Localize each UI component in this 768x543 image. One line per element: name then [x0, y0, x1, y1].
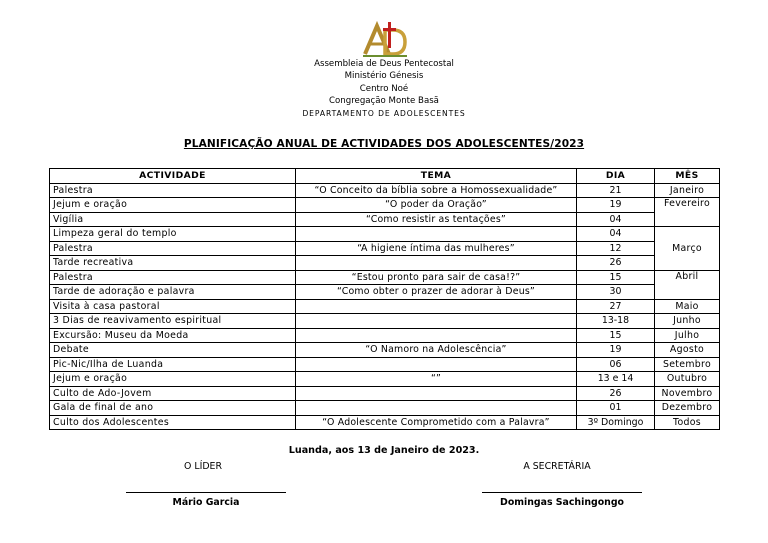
activity-cell: Tarde recreativa	[50, 256, 296, 271]
secretary-signature-line	[482, 492, 642, 493]
col-header-activity: ACTIVIDADE	[50, 169, 296, 184]
day-cell: 21	[577, 183, 655, 198]
document-title: PLANIFICAÇÃO ANUAL DE ACTIVIDADES DOS ADOLESCENTES/2023	[183, 138, 585, 150]
day-cell: 26	[577, 256, 655, 271]
theme-cell: “A higiene íntima das mulheres”	[296, 241, 577, 256]
col-header-month: MÊS	[655, 169, 720, 184]
activity-cell: 3 Dias de reavivamento espiritual	[50, 314, 296, 329]
day-cell: 15	[577, 328, 655, 343]
table-row	[50, 343, 720, 358]
activity-cell: Culto dos Adolescentes	[50, 415, 296, 430]
table-row	[50, 227, 720, 242]
secretary-name: Domingas Sachingongo	[500, 497, 624, 508]
theme-cell	[296, 299, 577, 314]
table-row	[50, 270, 720, 285]
table-header-row	[50, 169, 720, 184]
activity-cell: Vigília	[50, 212, 296, 227]
table-row	[50, 415, 720, 430]
month-cell: Abril	[655, 270, 720, 299]
theme-cell	[296, 314, 577, 329]
theme-cell	[296, 328, 577, 343]
month-cell: Setembro	[655, 357, 720, 372]
church-logo-icon	[359, 20, 409, 58]
day-cell: 04	[577, 227, 655, 242]
month-cell: Novembro	[655, 386, 720, 401]
theme-cell: “O Conceito da bíblia sobre a Homossexualidade”	[296, 183, 577, 198]
day-cell: 04	[577, 212, 655, 227]
activity-cell: Culto de Ado-Jovem	[50, 386, 296, 401]
month-cell: Maio	[655, 299, 720, 314]
activity-cell: Jejum e oração	[50, 372, 296, 387]
day-cell: 19	[577, 198, 655, 213]
church-name: Assembleia de Deus Pentecostal	[314, 59, 454, 69]
activity-cell: Tarde de adoração e palavra	[50, 285, 296, 300]
ministry-name: Ministério Génesis	[344, 71, 424, 82]
month-cell: Fevereiro	[655, 198, 720, 227]
theme-cell: “O Adolescente Comprometido com a Palavra”	[296, 415, 577, 430]
activity-cell: Palestra	[50, 270, 296, 285]
activity-cell: Limpeza geral do templo	[50, 227, 296, 242]
col-header-theme: TEMA	[296, 169, 577, 184]
activity-cell: Pic-Nic/Ilha de Luanda	[50, 357, 296, 372]
day-cell: 01	[577, 401, 655, 416]
leader-role-label: O LÍDER	[183, 461, 222, 472]
day-cell: 30	[577, 285, 655, 300]
letterhead	[234, 58, 534, 120]
center-name: Centro Noé	[359, 83, 409, 94]
day-cell: 27	[577, 299, 655, 314]
month-cell: Agosto	[655, 343, 720, 358]
activity-cell: Visita à casa pastoral	[50, 299, 296, 314]
table-row	[50, 212, 720, 227]
secretary-role-label: A SECRETÁRIA	[523, 461, 591, 472]
theme-cell: “Como obter o prazer de adorar à Deus”	[296, 285, 577, 300]
table-row	[50, 241, 720, 256]
day-cell: 15	[577, 270, 655, 285]
theme-cell	[296, 357, 577, 372]
month-cell: Janeiro	[655, 183, 720, 198]
month-cell: Todos	[655, 415, 720, 430]
day-cell: 13-18	[577, 314, 655, 329]
congregation-name: Congregação Monte Basã	[329, 96, 439, 107]
theme-cell: “O poder da Oração”	[296, 198, 577, 213]
table-row	[50, 256, 720, 271]
month-cell: Dezembro	[655, 401, 720, 416]
activity-cell: Excursão: Museu da Moeda	[50, 328, 296, 343]
month-cell: Julho	[655, 328, 720, 343]
theme-cell	[296, 227, 577, 242]
activities-table	[49, 168, 720, 430]
day-cell: 19	[577, 343, 655, 358]
month-cell: Junho	[655, 314, 720, 329]
table-row	[50, 372, 720, 387]
month-cell: Outubro	[655, 372, 720, 387]
day-cell: 13 e 14	[577, 372, 655, 387]
table-row	[50, 299, 720, 314]
month-cell: Março	[655, 227, 720, 271]
theme-cell: “Como resistir as tentações”	[296, 212, 577, 227]
activity-cell: Jejum e oração	[50, 198, 296, 213]
table-row	[50, 198, 720, 213]
department-name: DEPARTAMENTO DE ADOLESCENTES	[302, 108, 466, 118]
activity-cell: Gala de final de ano	[50, 401, 296, 416]
table-row	[50, 328, 720, 343]
col-header-day: DIA	[577, 169, 655, 184]
leader-name: Mário Garcia	[172, 497, 240, 508]
activity-cell: Debate	[50, 343, 296, 358]
theme-cell	[296, 386, 577, 401]
activity-cell: Palestra	[50, 183, 296, 198]
table-row	[50, 183, 720, 198]
day-cell: 12	[577, 241, 655, 256]
leader-signature-line	[126, 492, 286, 493]
theme-cell	[296, 256, 577, 271]
day-cell: 3º Domingo	[577, 415, 655, 430]
table-row	[50, 314, 720, 329]
day-cell: 26	[577, 386, 655, 401]
place-and-date: Luanda, aos 13 de Janeiro de 2023.	[288, 445, 480, 456]
table-row	[50, 401, 720, 416]
theme-cell	[296, 401, 577, 416]
table-row	[50, 386, 720, 401]
theme-cell: “O Namoro na Adolescência”	[296, 343, 577, 358]
table-row	[50, 357, 720, 372]
day-cell: 06	[577, 357, 655, 372]
table-row	[50, 285, 720, 300]
activity-cell: Palestra	[50, 241, 296, 256]
theme-cell: “”	[296, 372, 577, 387]
theme-cell: “Estou pronto para sair de casa!?”	[296, 270, 577, 285]
